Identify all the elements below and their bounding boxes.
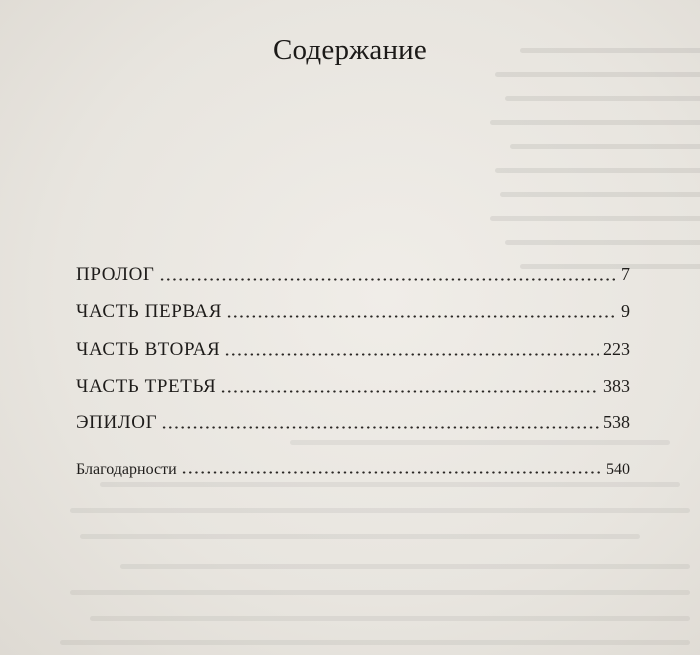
toc-entry-label: ЧАСТЬ ВТОРАЯ — [76, 339, 221, 360]
toc-entry-page-number: 538 — [603, 412, 630, 432]
toc-entry-page-number: 7 — [621, 264, 630, 284]
toc-entry-acknowledgements[interactable] — [76, 461, 630, 479]
toc-entry-page-number: 9 — [621, 301, 630, 321]
reverse-page-bleed-through — [470, 40, 700, 280]
toc-entry-page-number: 223 — [603, 339, 630, 359]
dot-leader — [161, 426, 599, 429]
dot-leader — [220, 390, 599, 393]
toc-entry-label: ЧАСТЬ ПЕРВАЯ — [76, 301, 223, 322]
toc-entry-prologue[interactable] — [76, 264, 630, 286]
toc-entry-page-number: 383 — [603, 376, 630, 396]
toc-entry-part-one[interactable] — [76, 301, 630, 323]
toc-entry-label: ЧАСТЬ ТРЕТЬЯ — [76, 376, 217, 397]
contents-title: Содержание — [273, 34, 427, 66]
toc-entry-page-number: 540 — [606, 461, 630, 478]
toc-entry-part-two[interactable] — [76, 339, 630, 361]
toc-entry-label: Благодарности — [76, 461, 177, 478]
toc-entry-label: ЭПИЛОГ — [76, 412, 158, 433]
dot-leader — [224, 353, 599, 356]
dot-leader — [181, 471, 602, 474]
dot-leader — [159, 278, 618, 281]
toc-entry-label: ПРОЛОГ — [76, 264, 155, 285]
toc-entry-part-three[interactable] — [76, 376, 630, 398]
dot-leader — [226, 315, 617, 318]
toc-entry-epilogue[interactable] — [76, 412, 630, 434]
